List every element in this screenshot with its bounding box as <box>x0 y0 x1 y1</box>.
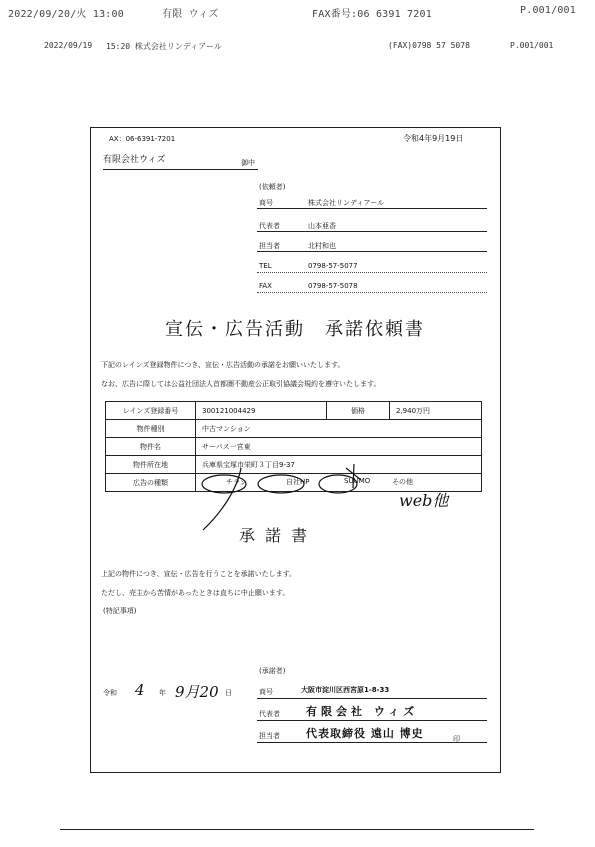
consenter-underline-company <box>257 698 487 699</box>
sign-date-day-unit: 日 <box>225 689 232 697</box>
ad-option-flyer: チラシ <box>226 478 247 486</box>
seal-mark: 印 <box>453 735 460 743</box>
circle-mark-suumo <box>319 475 357 493</box>
document-title: 宣伝・広告活動 承諾依頼書 <box>165 319 425 340</box>
consenter-company-stamp: 有限会社 ウィズ <box>306 705 419 718</box>
applicant-tel: 0798-57-5077 <box>308 262 358 270</box>
sign-date-era: 令和 <box>103 689 117 697</box>
consenter-label-representative: 代表者 <box>259 710 280 718</box>
consent-text-line1: 上記の物件につき、宣伝・広告を行うことを承諾いたします。 <box>101 570 297 578</box>
consenter-label-contact: 担当者 <box>259 732 280 740</box>
sign-date-year: 4 <box>135 681 145 699</box>
fax-to-number: AX：06-6391-7201 <box>109 135 176 143</box>
footer-rule <box>60 829 534 830</box>
applicant-representative: 山本亜香 <box>308 222 336 230</box>
fax-header-number: FAX番号:06 6391 7201 <box>312 9 432 20</box>
sign-date-year-unit: 年 <box>159 689 166 697</box>
applicant-contact: 北村和也 <box>308 242 336 250</box>
price-label: 価格 <box>327 402 390 420</box>
consenter-representative-stamp: 代表取締役 遠山 博史 <box>306 727 424 740</box>
applicant-company: 株式会社リンディアール <box>308 199 385 207</box>
consent-text-line2: ただし、売主から苦情があったときは直ちに中止願います。 <box>101 589 290 597</box>
applicant-fax: 0798-57-5078 <box>308 282 358 290</box>
applicant-section-label: (依頼者) <box>259 183 286 191</box>
fax-second-datetime: 2022/09/19 <box>44 41 93 50</box>
fax-header-sender: 有限 ウィズ <box>162 9 219 20</box>
property-type-value: 中古マンション <box>196 420 482 438</box>
fax-header-datetime: 2022/09/20/火 13:00 <box>8 9 124 20</box>
circle-mark-flyer <box>202 475 246 493</box>
applicant-label-tel: TEL <box>259 262 272 270</box>
fax-second-sender: 15:20 株式会社リンディアール <box>106 42 222 51</box>
request-text-line1: 下記のレインズ登録物件につき、宣伝・広告活動の承諾をお願いいたします。 <box>101 361 345 369</box>
consenter-underline-representative <box>257 720 487 721</box>
ad-option-own-hp: 自社HP <box>286 478 310 486</box>
honorific: 御中 <box>241 159 255 167</box>
addressee: 有限会社ウィズ <box>103 155 166 165</box>
reins-number-value: 300121004429 <box>196 402 327 420</box>
applicant-label-company: 商号 <box>259 199 273 207</box>
consent-title: 承諾書 <box>239 526 318 545</box>
property-type-label: 物件種別 <box>106 420 196 438</box>
applicant-label-fax: FAX <box>259 282 272 290</box>
ad-type-label: 広告の種類 <box>106 474 196 492</box>
applicant-label-representative: 代表者 <box>259 222 280 230</box>
request-text-line2: なお、広告に際しては公益社団法人首都圏不動産公正取引協議会規約を遵守いたします。 <box>101 380 381 388</box>
handwritten-media-note: web他 <box>399 491 449 510</box>
property-name-label: 物件名 <box>106 438 196 456</box>
consenter-underline-contact <box>257 742 487 743</box>
applicant-label-contact: 担当者 <box>259 242 280 250</box>
price-value: 2,940万円 <box>390 402 482 420</box>
fax-second-number: (FAX)0798 57 5078 <box>388 41 470 50</box>
consenter-section-label: (承諾者) <box>259 667 286 675</box>
fax-second-page: P.001/001 <box>510 41 554 50</box>
sign-date-month-day: 9月20 <box>175 683 219 701</box>
remarks-label: (特記事項) <box>103 607 137 615</box>
handwriting-overlay <box>91 128 500 772</box>
reins-number-label: レインズ登録番号 <box>106 402 196 420</box>
consenter-address: 大阪市淀川区西宮原1-8-33 <box>301 686 390 694</box>
circle-mark-own-hp <box>258 475 304 493</box>
ad-option-suumo: SUUMO <box>344 477 371 485</box>
document-date: 令和4年9月19日 <box>403 134 464 143</box>
consent-request-document <box>90 127 501 773</box>
fax-header-page: P.001/001 <box>520 5 576 16</box>
ad-option-other: その他 <box>392 478 413 486</box>
property-address-value: 兵庫県宝塚市栄町３丁目9-37 <box>196 456 482 474</box>
property-address-label: 物件所在地 <box>106 456 196 474</box>
property-name-value: サーパス一宮東 <box>196 438 482 456</box>
consenter-label-company: 商号 <box>259 688 273 696</box>
